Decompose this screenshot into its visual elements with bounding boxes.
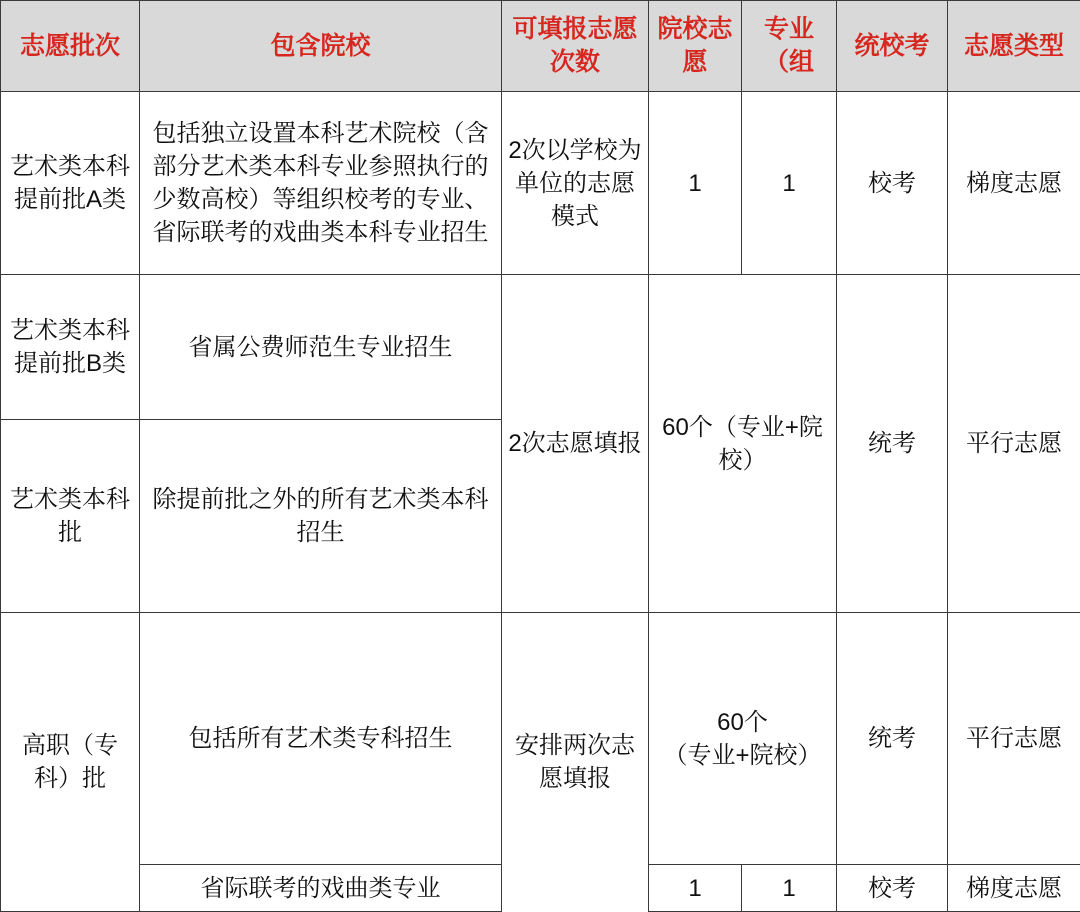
choice-count-cell — [649, 613, 837, 865]
table-row — [1, 275, 1080, 420]
batch-cell: 高职（专科）批 — [1, 613, 140, 912]
header-row — [1, 1, 1080, 92]
choice-type-cell: 梯度志愿 — [948, 92, 1080, 275]
exam-type-cell: 校考 — [837, 865, 948, 912]
batch-cell: 艺术类本科提前批A类 — [1, 92, 140, 275]
table-row — [1, 92, 1080, 275]
choice-count-cell: 60个（专业+院校） — [649, 275, 837, 613]
choice-count-line1: 60个 — [655, 706, 830, 739]
college-choice-cell: 1 — [649, 92, 742, 275]
choice-type-cell: 平行志愿 — [948, 613, 1080, 865]
header-choice-type: 志愿类型 — [948, 1, 1080, 92]
header-college-choice: 院校志愿 — [649, 1, 742, 92]
batch-cell: 艺术类本科批 — [1, 420, 140, 613]
exam-type-cell: 校考 — [837, 92, 948, 275]
major-group-cell: 1 — [742, 92, 837, 275]
header-major-group: 专业（组 — [742, 1, 837, 92]
exam-type-cell: 统考 — [837, 613, 948, 865]
times-cell: 2次志愿填报 — [502, 275, 649, 613]
exam-type-cell: 统考 — [837, 275, 948, 613]
times-cell: 安排两次志愿填报 — [502, 613, 649, 912]
choice-type-cell: 平行志愿 — [948, 275, 1080, 613]
table-row — [1, 613, 1080, 865]
choice-type-cell: 梯度志愿 — [948, 865, 1080, 912]
schools-cell: 省际联考的戏曲类专业 — [140, 865, 502, 912]
choice-count-line2: （专业+院校） — [655, 739, 830, 772]
major-group-cell: 1 — [742, 865, 837, 912]
header-schools: 包含院校 — [140, 1, 502, 92]
batch-cell: 艺术类本科提前批B类 — [1, 275, 140, 420]
schools-cell: 除提前批之外的所有艺术类本科招生 — [140, 420, 502, 613]
header-exam-type: 统校考 — [837, 1, 948, 92]
header-batch: 志愿批次 — [1, 1, 140, 92]
schools-cell: 包括独立设置本科艺术院校（含部分艺术类本科专业参照执行的少数高校）等组织校考的专业、省际联考的戏曲类本科专业招生 — [140, 92, 502, 275]
schools-cell: 省属公费师范生专业招生 — [140, 275, 502, 420]
college-choice-cell: 1 — [649, 865, 742, 912]
header-times: 可填报志愿次数 — [502, 1, 649, 92]
schools-cell: 包括所有艺术类专科招生 — [140, 613, 502, 865]
times-cell: 2次以学校为单位的志愿模式 — [502, 92, 649, 275]
